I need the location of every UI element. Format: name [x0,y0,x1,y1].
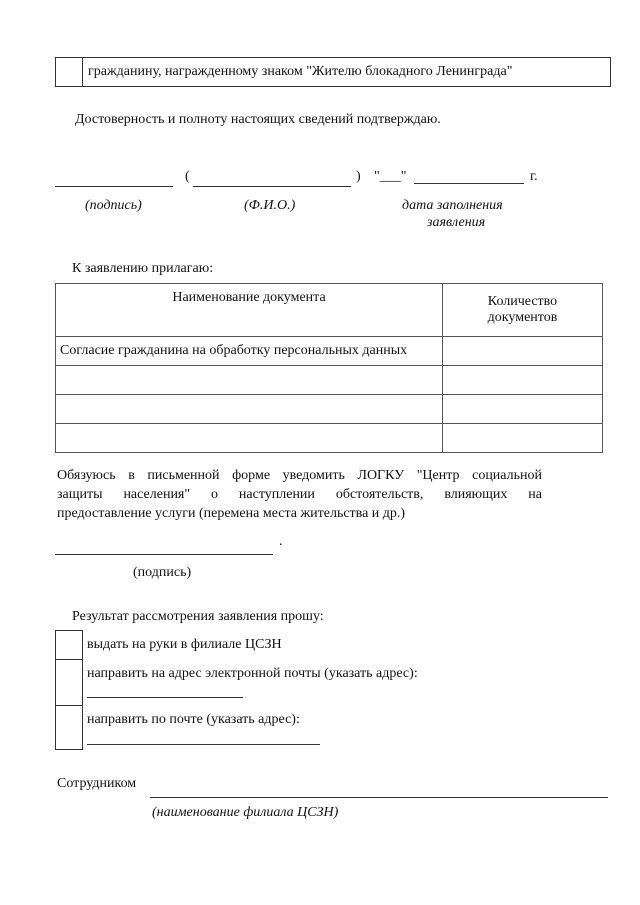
obligation-caption: (подпись) [133,565,192,580]
obligation-signature-line[interactable] [55,554,273,555]
caption-date-line1: дата заполнения [402,198,503,213]
table-row [56,366,603,395]
fio-line[interactable] [193,186,351,187]
result-option-mail-label: направить по почте (указать адрес): [87,712,300,727]
signature-line[interactable] [55,186,173,187]
result-option-hand-label: выдать на руки в филиале ЦСЗН [87,637,282,652]
table-cell[interactable] [443,395,603,424]
caption-date-line2: заявления [427,215,486,230]
email-address-line[interactable] [87,697,243,698]
table-cell[interactable] [443,337,603,366]
employee-branch-line[interactable] [150,797,608,798]
year-suffix: г. [530,169,538,184]
close-paren: ) [356,169,361,184]
employee-caption: (наименование филиала ЦСЗН) [152,805,339,820]
obligation-line2: защиты населения" о наступлении обстоятельств, влияющих на [57,487,542,502]
date-day-field[interactable]: "___" [374,169,407,184]
attach-heading: К заявлению прилагаю: [72,261,214,276]
top-row-checkbox[interactable] [55,57,83,87]
result-option-email-label: направить на адрес электронной почты (указать адрес): [87,666,418,681]
caption-fio: (Ф.И.О.) [244,198,296,213]
table-cell[interactable] [443,366,603,395]
table-cell[interactable] [56,395,443,424]
table-cell[interactable]: Согласие гражданина на обработку персональных данных [56,337,443,366]
open-paren: ( [185,169,190,184]
result-option-email-checkbox[interactable] [55,659,83,706]
top-row [55,57,611,87]
table-cell[interactable] [443,424,603,453]
documents-table [55,283,603,453]
result-heading: Результат рассмотрения заявления прошу: [72,609,324,624]
header-document-count: Количество документов [443,284,603,337]
obligation-dot: . [279,534,283,549]
mail-address-line[interactable] [87,744,320,745]
caption-signature: (подпись) [85,198,142,213]
table-header-row [56,284,603,337]
table-cell[interactable] [56,366,443,395]
date-month-line[interactable] [414,183,524,184]
result-option-mail-checkbox[interactable] [55,705,83,750]
top-row-text: гражданину, награжденному знаком "Жителю блокадного Ленинграда" [88,64,513,79]
table-row [56,395,603,424]
confirmation-text: Достоверность и полноту настоящих сведений подтверждаю. [75,112,441,127]
table-row [56,337,603,366]
obligation-line1: Обязуюсь в письменной форме уведомить ЛОГКУ "Центр социальной [57,468,542,483]
table-row [56,424,603,453]
result-option-hand-checkbox[interactable] [55,630,83,660]
obligation-line3: предоставление услуги (перемена места жительства и др.) [57,506,406,521]
employee-label: Сотрудником [57,776,137,791]
header-document-name: Наименование документа [56,284,443,337]
table-cell[interactable] [56,424,443,453]
